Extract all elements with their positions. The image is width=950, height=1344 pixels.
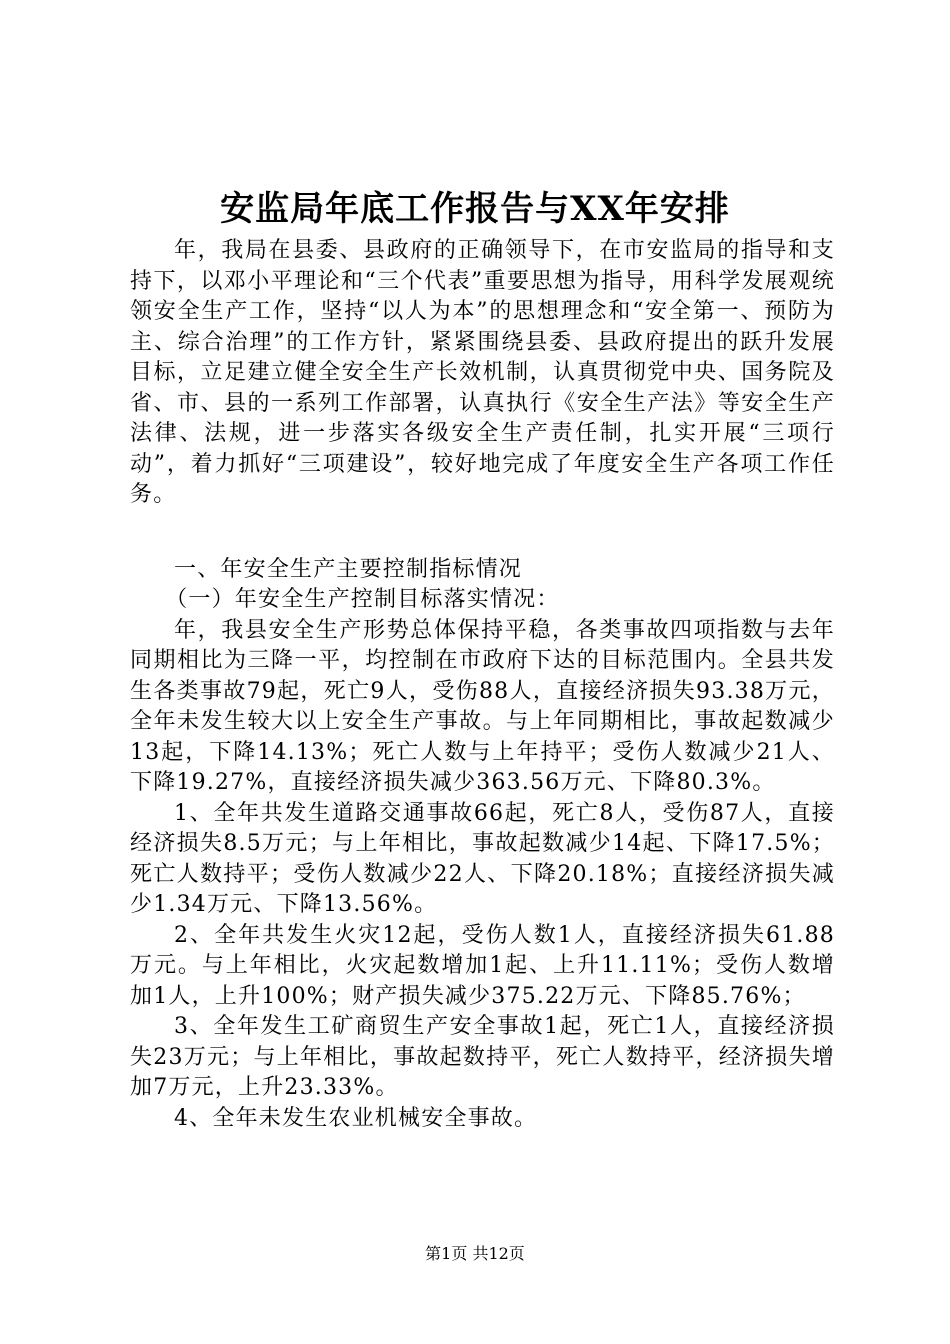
paragraph-gap — [130, 511, 835, 555]
item-paragraph-fire: 2、全年共发生火灾12起，受伤人数1人，直接经济损失61.88万元。与上年相比，火灾起数增加1起、上升11.11%；受伤人数增加1人，上升100%；财产损失减少375.22万元、下降85.76%； — [130, 922, 835, 1009]
summary-paragraph: 年，我县安全生产形势总体保持平稳，各类事故四项指数与去年同期相比为三降一平，均控制在市政府下达的目标范围内。全县共发生各类事故79起，死亡9人，受伤88人，直接经济损失93.38万元，全年未发生较大以上安全生产事故。与上年同期相比，事故起数减少13起，下降14.13%；死亡人数与上年持平；受伤人数减少21人、下降19.27%，直接经济损失减少363.56万元、下降80.3%。 — [130, 617, 835, 795]
intro-paragraph: 年，我局在县委、县政府的正确领导下，在市安监局的指导和支持下，以邓小平理论和“三个代表”重要思想为指导，用科学发展观统领安全生产工作，坚持“以人为本”的思想理念和“安全第一、预防为主、综合治理”的工作方针，紧紧围绕县委、县政府提出的跃升发展目标，立足建立健全安全生产长效机制，认真贯彻党中央、国务院及省、市、县的一系列工作部署，认真执行《安全生产法》等安全生产法律、法规，进一步落实各级安全生产责任制，扎实开展“三项行动”，着力抓好“三项建设”，较好地完成了年度安全生产各项工作任务。 — [130, 238, 835, 507]
section-heading: 一、年安全生产主要控制指标情况 — [174, 556, 523, 582]
item-paragraph-industrial: 3、全年发生工矿商贸生产安全事故1起，死亡1人，直接经济损失23万元；与上年相比，事故起数持平，死亡人数持平，经济损失增加7万元，上升23.33%。 — [130, 1014, 835, 1100]
document-title: 安监局年底工作报告与XX年安排 — [220, 189, 730, 229]
item-paragraph-traffic: 1、全年共发生道路交通事故66起，死亡8人，受伤87人，直接经济损失8.5万元；与上年相比，事故起数减少14起、下降17.5%；死亡人数持平；受伤人数减少22人、下降20.18%；直接经济损失减少1.34万元、下降13.56%。 — [130, 800, 835, 917]
item-paragraph-agricultural: 4、全年未发生农业机械安全事故。 — [174, 1105, 538, 1131]
subsection-heading: （一）年安全生产控制目标落实情况： — [165, 587, 560, 612]
page-indicator: 第1页 共12页 — [425, 1244, 525, 1263]
document-body — [130, 236, 835, 1134]
